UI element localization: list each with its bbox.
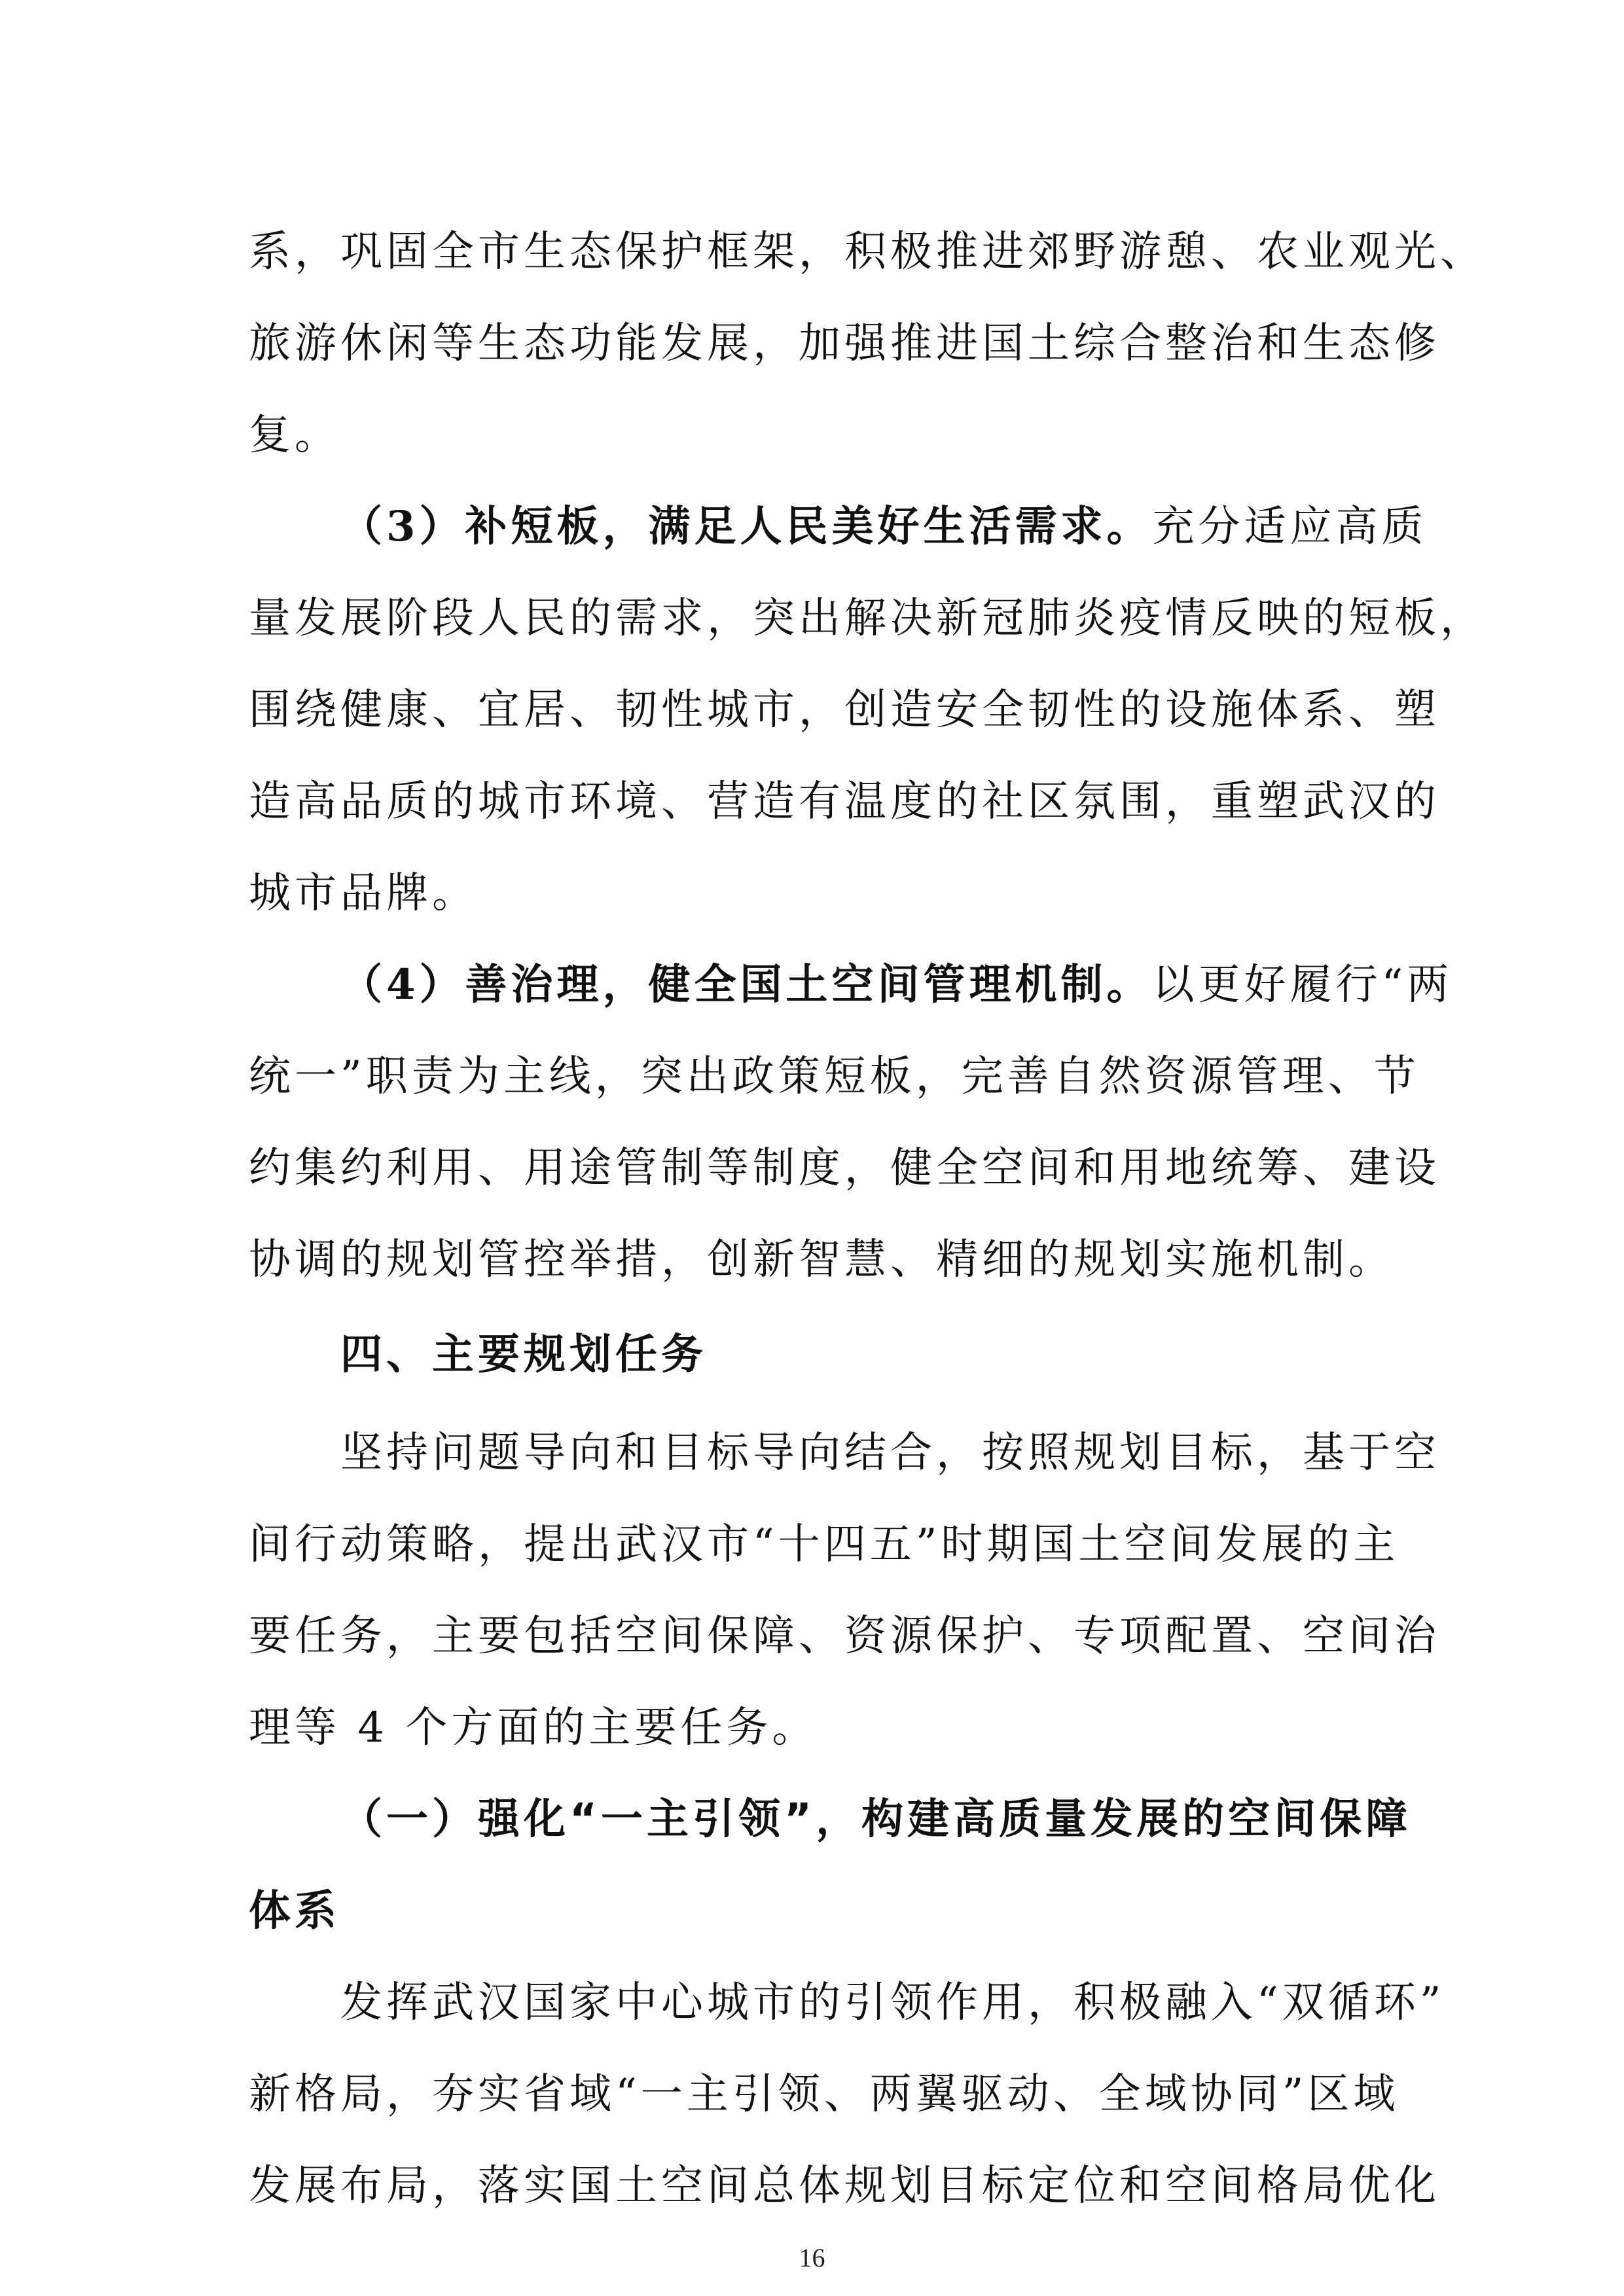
paragraph-4-text: 以更好履行“两 [1152, 961, 1453, 1009]
text-line: 系，巩固全市生态保护框架，积极推进郊野游憩、农业观光、 [249, 228, 1486, 276]
text-line: 旅游休闲等生态功能发展，加强推进国土综合整治和生态修 [249, 319, 1440, 368]
paragraph-3-lead: （3）补短板，满足人民美好生活需求。 [340, 502, 1153, 551]
text-line: 复。 [249, 411, 340, 459]
paragraph-3-text: 充分适应高质 [1152, 503, 1428, 551]
text-line: 城市品牌。 [249, 869, 478, 918]
paragraph-3-first-line [340, 481, 1428, 573]
text-line: 理等 4 个方面的主要任务。 [249, 1704, 818, 1752]
text-line: 间行动策略，提出武汉市“十四五”时期国土空间发展的主 [249, 1520, 1399, 1569]
text-line: 围绕健康、宜居、韧性城市，创造安全韧性的设施体系、塑 [249, 686, 1440, 734]
text-line: 坚持问题导向和目标导向结合，按照规划目标，基于空 [340, 1429, 1440, 1477]
paragraph-4-lead: （4）善治理，健全国土空间管理机制。 [340, 960, 1153, 1009]
text-line: 协调的规划管控举措，创新智慧、精细的规划实施机制。 [249, 1236, 1394, 1284]
text-line: 统一”职责为主线，突出政策短板，完善自然资源管理、节 [249, 1052, 1420, 1101]
page-number: 16 [799, 2243, 825, 2272]
paragraph-3-second-line [249, 573, 1486, 664]
text-line: 新格局，夯实省域“一主引领、两翼驱动、全域协同”区域 [249, 2070, 1399, 2119]
paragraph-4-first-line [340, 939, 1453, 1031]
section-heading: 四、主要规划任务 [340, 1331, 707, 1379]
text-fragment: 人民的需求，突出解决新冠肺炎疫情反映的短板， [478, 594, 1486, 643]
subsection-heading: （一）强化“一主引领”，构建高质量发展的空间保障 [340, 1795, 1412, 1844]
text-line: 造高品质的城市环境、营造有温度的社区氛围，重塑武汉的 [249, 778, 1440, 826]
subsection-heading-continued: 体系 [249, 1887, 340, 1935]
text-line: 要任务，主要包括空间保障、资源保护、专项配置、空间治 [249, 1612, 1440, 1660]
text-line: 发挥武汉国家中心城市的引领作用，积极融入“双循环” [340, 1979, 1445, 2027]
text-fragment: 量发展阶段 [249, 594, 478, 643]
text-line: 发展布局，落实国土空间总体规划目标定位和空间格局优化 [249, 2162, 1440, 2210]
text-line: 约集约利用、用途管制等制度，健全空间和用地统筹、建设 [249, 1144, 1440, 1193]
